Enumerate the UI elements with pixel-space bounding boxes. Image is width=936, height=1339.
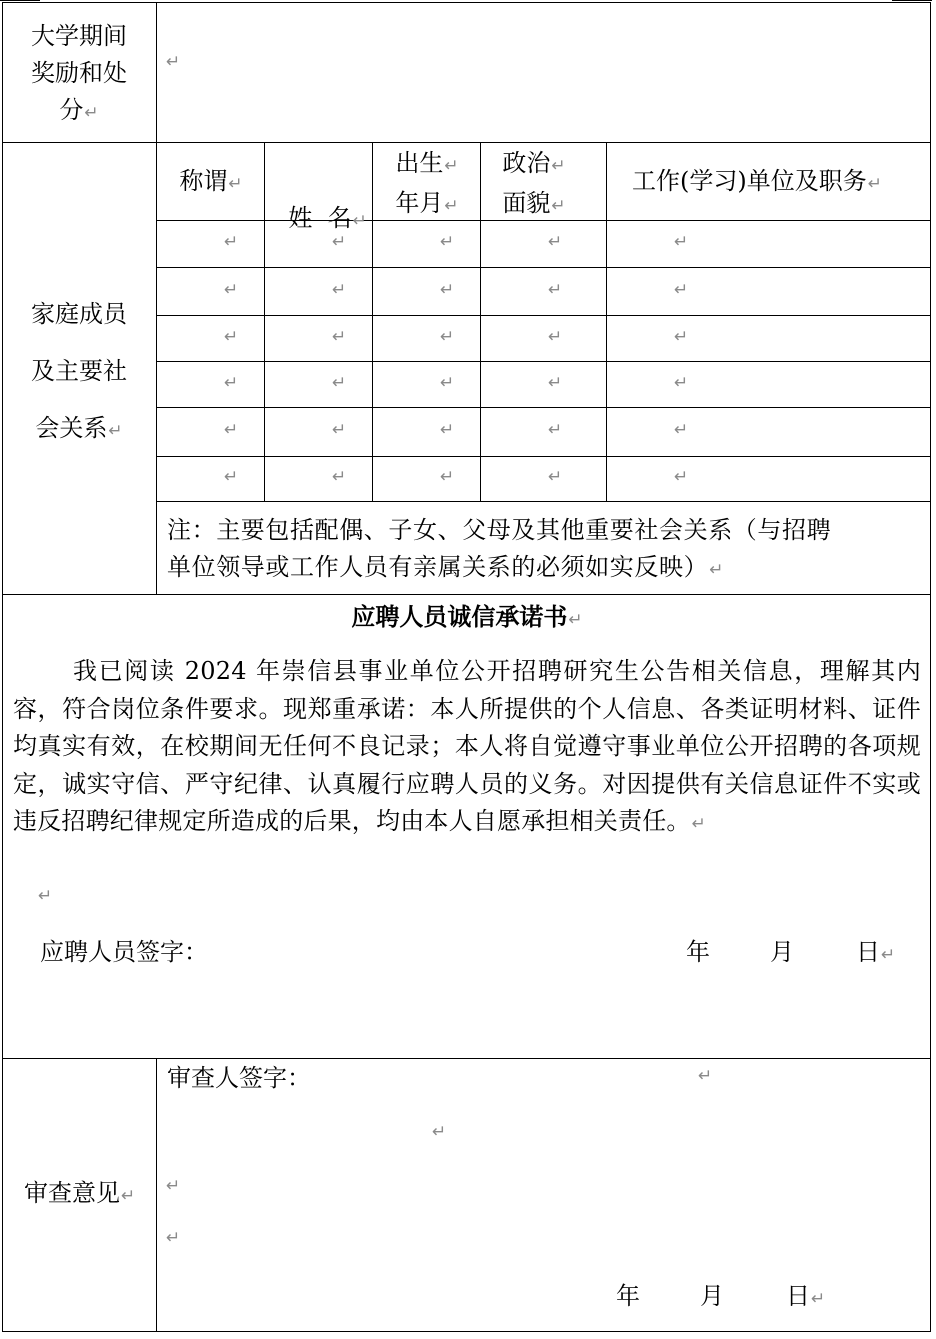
paragraph-mark-icon: ↵ (166, 1228, 181, 1248)
cell-birth[interactable] (440, 467, 454, 487)
paragraph-mark-icon: ↵ (674, 326, 689, 347)
cell-name[interactable] (332, 420, 346, 440)
cell-title[interactable] (224, 420, 238, 440)
header-name: 姓 名↵ (288, 204, 367, 232)
awards-field[interactable] (166, 52, 906, 92)
paragraph-mark-icon: ↵ (352, 211, 367, 231)
paragraph-mark-icon: ↵ (332, 326, 347, 347)
paragraph-mark-icon: ↵ (568, 610, 583, 630)
cell-work[interactable] (674, 467, 688, 487)
cell-title[interactable] (224, 327, 238, 347)
cell-political[interactable] (548, 467, 562, 487)
paragraph-mark-icon: ↵ (674, 279, 689, 300)
paragraph-mark-icon: ↵ (444, 156, 459, 176)
paragraph-mark-icon: ↵ (674, 232, 689, 252)
paragraph-mark-icon: ↵ (440, 467, 455, 487)
cell-title[interactable] (224, 232, 238, 252)
family-label: 家庭成员 及主要社 会关系↵ (31, 300, 127, 442)
pledge-body: 我已阅读 2024 年崇信县事业单位公开招聘研究生公告相关信息，理解其内容，符合岗位条件要求。现郑重承诺：本人所提供的个人信息、各类证明材料、证件均真实有效，在校期间无任何不良记录；本人将自觉遵守事业单位公开招聘的各项规定，诚实守信、严守纪律、认真履行应聘人员的义务。对因提供有关信息证件不实或违反招聘纪律规定所造成的后果，均由本人自愿承担相关责任。↵ (13, 657, 921, 836)
cell-name[interactable] (332, 373, 346, 393)
paragraph-mark-icon: ↵ (108, 421, 123, 441)
paragraph-mark-icon: ↵ (440, 326, 455, 347)
cell-work[interactable] (674, 280, 688, 300)
paragraph-mark-icon: ↵ (224, 279, 239, 300)
pledge-date-month: 月 (770, 938, 794, 966)
paragraph-mark-icon: ↵ (698, 1066, 713, 1086)
paragraph-mark-icon: ↵ (332, 232, 347, 252)
paragraph-mark-icon: ↵ (84, 103, 99, 123)
paragraph-mark-icon: ↵ (548, 467, 563, 487)
paragraph-mark-icon: ↵ (166, 52, 181, 72)
paragraph-mark-icon: ↵ (548, 279, 563, 300)
paragraph-mark-icon: ↵ (332, 279, 347, 300)
paragraph-mark-icon: ↵ (674, 372, 689, 393)
paragraph-mark-icon: ↵ (674, 420, 689, 440)
paragraph-mark-icon: ↵ (228, 174, 243, 194)
review-opinion-field[interactable] (166, 1176, 906, 1256)
review-signer-field[interactable] (330, 1060, 690, 1097)
cell-name[interactable] (332, 327, 346, 347)
paragraph-mark-icon: ↵ (224, 372, 239, 393)
cell-birth[interactable] (440, 373, 454, 393)
cell-political[interactable] (548, 327, 562, 347)
pledge-signature-label: 应聘人员签字： (40, 938, 208, 966)
cell-birth[interactable] (440, 327, 454, 347)
paragraph-mark-icon: ↵ (38, 886, 53, 906)
pledge-date-year: 年 (686, 938, 710, 966)
header-work: 工作(学习)单位及职务↵ (632, 167, 882, 195)
header-political: 政治↵ 面貌↵ (502, 149, 566, 217)
cell-name[interactable] (332, 232, 346, 252)
review-date-month: 月 (700, 1282, 724, 1310)
cell-work[interactable] (674, 232, 688, 252)
paragraph-mark-icon: ↵ (551, 196, 566, 216)
paragraph-mark-icon: ↵ (881, 945, 896, 965)
header-title: 称谓↵ (179, 167, 243, 195)
cell-political[interactable] (548, 280, 562, 300)
paragraph-mark-icon: ↵ (432, 1122, 447, 1142)
paragraph-mark-icon: ↵ (332, 420, 347, 440)
cell-birth[interactable] (440, 420, 454, 440)
cell-title[interactable] (224, 280, 238, 300)
paragraph-mark-icon: ↵ (674, 467, 689, 487)
paragraph-mark-icon: ↵ (332, 372, 347, 393)
cell-birth[interactable] (440, 232, 454, 252)
paragraph-mark-icon: ↵ (548, 372, 563, 393)
cell-work[interactable] (674, 327, 688, 347)
pledge-title: 应聘人员诚信承诺书↵ (351, 602, 583, 631)
paragraph-mark-icon: ↵ (867, 174, 882, 194)
paragraph-mark-icon: ↵ (224, 420, 239, 440)
review-signer-label: 审查人签字： (167, 1064, 311, 1092)
cell-title[interactable] (224, 373, 238, 393)
paragraph-mark-icon: ↵ (548, 232, 563, 252)
cell-political[interactable] (548, 373, 562, 393)
paragraph-mark-icon: ↵ (166, 1176, 181, 1196)
paragraph-mark-icon: ↵ (440, 279, 455, 300)
paragraph-mark-icon: ↵ (440, 372, 455, 393)
paragraph-mark-icon: ↵ (811, 1289, 826, 1309)
header-birth: 出生↵ 年月↵ (395, 149, 459, 217)
paragraph-mark-icon: ↵ (440, 232, 455, 252)
review-date-year: 年 (616, 1282, 640, 1310)
paragraph-mark-icon: ↵ (548, 420, 563, 440)
paragraph-mark-icon: ↵ (121, 1186, 136, 1206)
cell-birth[interactable] (440, 280, 454, 300)
cell-work[interactable] (674, 420, 688, 440)
paragraph-mark-icon: ↵ (551, 156, 566, 176)
awards-label: 大学期间 奖励和处 分↵ (31, 22, 127, 124)
cell-name[interactable] (332, 467, 346, 487)
cell-political[interactable] (548, 232, 562, 252)
paragraph-mark-icon: ↵ (444, 196, 459, 216)
cell-political[interactable] (548, 420, 562, 440)
pledge-date-day: 日↵ (856, 938, 896, 966)
review-label: 审查意见↵ (24, 1179, 136, 1207)
family-note: 注：主要包括配偶、子女、父母及其他重要社会关系（与招聘 单位领导或工作人员有亲属关系的必须如实反映）↵ (167, 516, 832, 581)
pledge-signature-field[interactable] (220, 934, 660, 971)
paragraph-mark-icon: ↵ (332, 467, 347, 487)
paragraph-mark-icon: ↵ (224, 467, 239, 487)
paragraph-mark-icon: ↵ (548, 326, 563, 347)
paragraph-mark-icon: ↵ (224, 326, 239, 347)
review-date-day: 日↵ (786, 1282, 826, 1310)
cell-title[interactable] (224, 467, 238, 487)
paragraph-mark-icon: ↵ (691, 814, 707, 835)
paragraph-mark-icon: ↵ (224, 232, 239, 252)
paragraph-mark-icon: ↵ (440, 420, 455, 440)
paragraph-mark-icon: ↵ (709, 560, 725, 580)
cell-work[interactable] (674, 373, 688, 393)
cell-name[interactable] (332, 280, 346, 300)
